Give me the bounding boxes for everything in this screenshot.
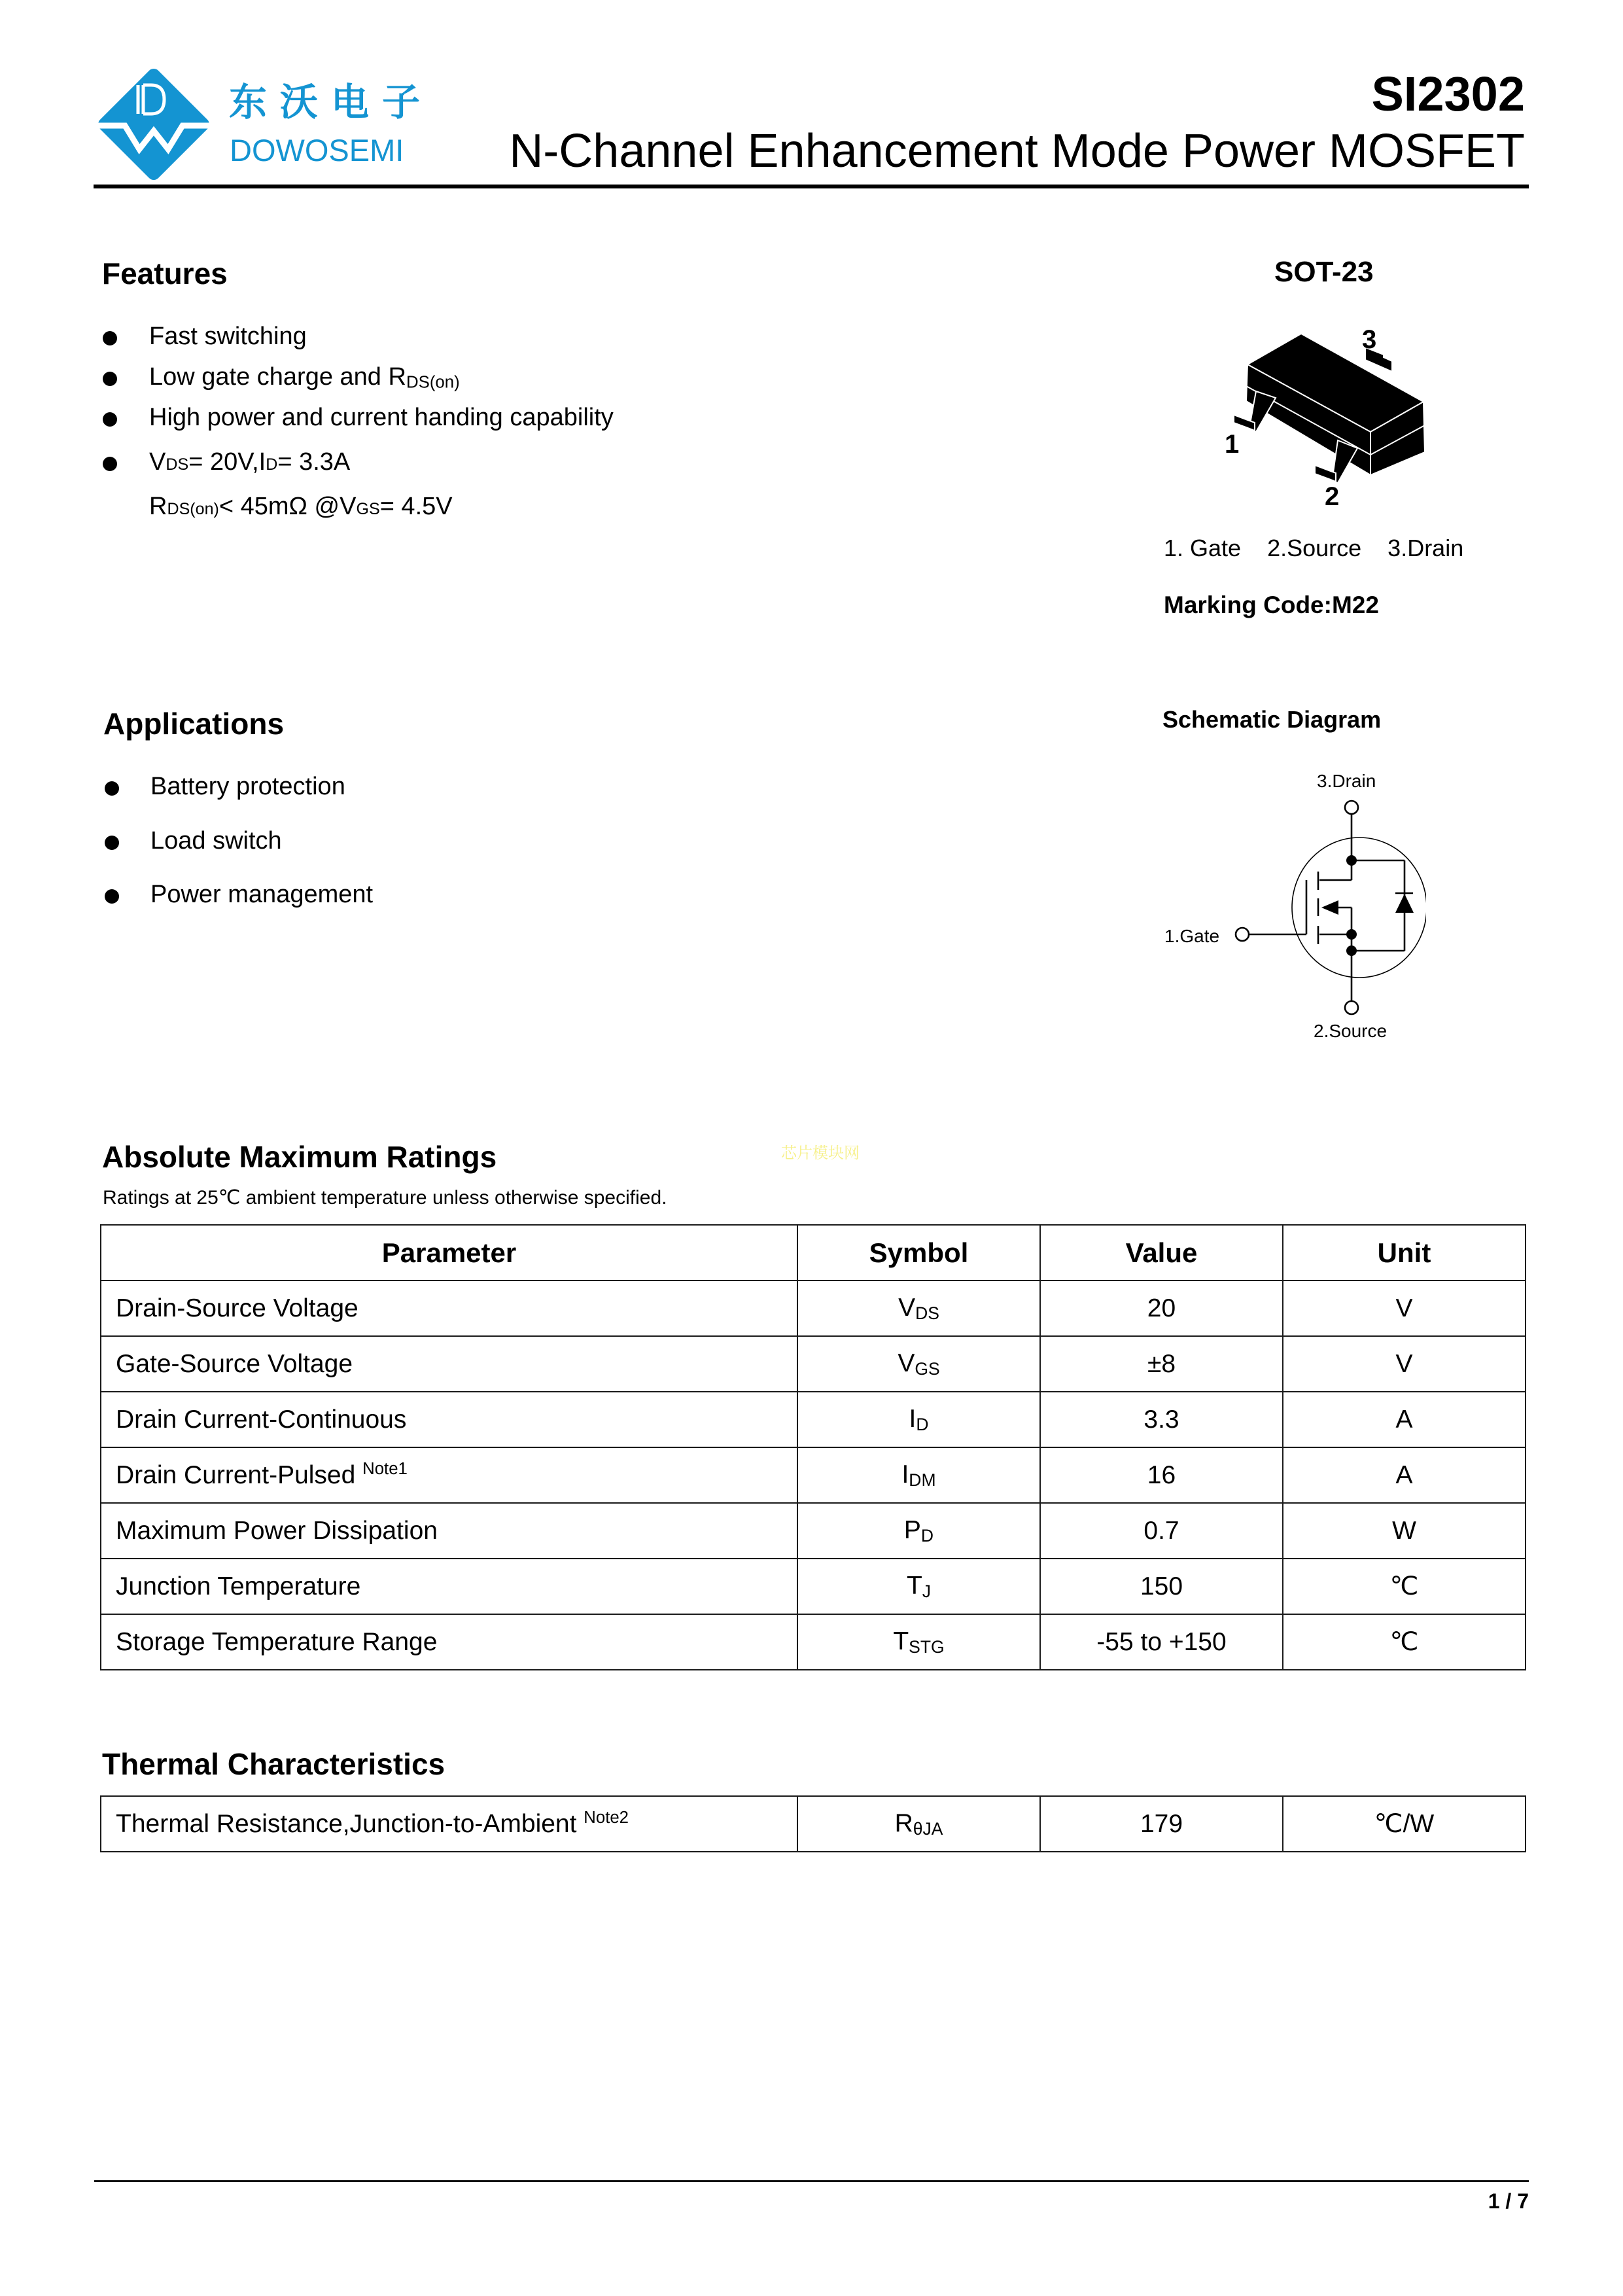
pin-number-1: 1 xyxy=(1225,430,1240,459)
value-cell: 179 xyxy=(1040,1796,1283,1852)
symbol-cell: RθJA xyxy=(797,1796,1040,1852)
gate-label: 1.Gate xyxy=(1164,926,1220,946)
bullet-icon xyxy=(105,889,119,904)
parameter-cell: Drain-Source Voltage xyxy=(101,1280,797,1336)
value-cell: ±8 xyxy=(1040,1336,1283,1392)
value-cell: 3.3 xyxy=(1040,1392,1283,1447)
table-row xyxy=(101,1559,1526,1614)
marking-code: Marking Code:M22 xyxy=(1164,592,1379,618)
unit-cell: V xyxy=(1283,1336,1526,1392)
bullet-icon xyxy=(103,457,117,471)
brand-name-chinese: 东沃电子 xyxy=(229,80,434,124)
bullet-icon xyxy=(103,331,117,345)
parameter-cell: Gate-Source Voltage xyxy=(101,1336,797,1392)
package-title: SOT-23 xyxy=(1274,256,1374,288)
pin-number-3: 3 xyxy=(1362,325,1377,354)
value-cell: 20 xyxy=(1040,1280,1283,1336)
unit-cell: ℃ xyxy=(1283,1614,1526,1670)
application-item: Power management xyxy=(150,881,374,908)
symbol-cell: TSTG xyxy=(797,1614,1040,1670)
parameter-cell: Thermal Resistance,Junction-to-Ambient $^{Note2}$ xyxy=(101,1796,797,1852)
column-header-parameter: Parameter xyxy=(101,1225,797,1280)
column-header-unit: Unit xyxy=(1283,1225,1526,1280)
parameter-cell: Junction Temperature xyxy=(101,1559,797,1614)
value-cell: 150 xyxy=(1040,1559,1283,1614)
unit-cell: A xyxy=(1283,1392,1526,1447)
unit-cell: ℃/W xyxy=(1283,1796,1526,1852)
applications-heading: Applications xyxy=(103,707,285,741)
bullet-icon xyxy=(103,412,117,427)
symbol-cell: VDS xyxy=(797,1280,1040,1336)
bullet-icon xyxy=(103,372,117,386)
column-header-symbol: Symbol xyxy=(797,1225,1040,1280)
application-item: Load switch xyxy=(150,827,282,855)
sot23-package-icon xyxy=(1217,321,1439,517)
pin-legend-drain: 3.Drain xyxy=(1387,535,1464,561)
absolute-max-heading: Absolute Maximum Ratings xyxy=(102,1140,497,1174)
table-row xyxy=(101,1336,1526,1392)
watermark: 芯片模块网 xyxy=(781,1144,860,1162)
symbol-cell: TJ xyxy=(797,1559,1040,1614)
pin-legend xyxy=(1164,535,1463,562)
document-title: N-Channel Enhancement Mode Power MOSFET xyxy=(509,125,1525,177)
feature-item: VDS= 20V,ID= 3.3A xyxy=(149,448,351,476)
note-reference: Note2 xyxy=(584,1809,629,1828)
ratings-note: Ratings at 25℃ ambient temperature unless otherwise specified. xyxy=(103,1187,667,1209)
thermal-characteristics-table xyxy=(100,1795,1526,1852)
dowosemi-logo-icon xyxy=(95,65,213,183)
pin-legend-gate: 1. Gate xyxy=(1164,535,1242,561)
mosfet-schematic-diagram xyxy=(1151,759,1426,1047)
parameter-cell: Drain Current-Continuous xyxy=(101,1392,797,1447)
table-header-row xyxy=(101,1225,1526,1280)
parameter-cell: Drain Current-Pulsed $^{Note1}$ xyxy=(101,1447,797,1503)
table-row xyxy=(101,1503,1526,1559)
value-cell: -55 to +150 xyxy=(1040,1614,1283,1670)
symbol-cell: ID xyxy=(797,1392,1040,1447)
value-cell: 16 xyxy=(1040,1447,1283,1503)
feature-item: Low gate charge and RDS(on) xyxy=(149,363,460,392)
parameter-cell: Storage Temperature Range xyxy=(101,1614,797,1670)
table-row xyxy=(101,1392,1526,1447)
features-heading: Features xyxy=(102,256,228,291)
table-row xyxy=(101,1447,1526,1503)
symbol-cell: VGS xyxy=(797,1336,1040,1392)
feature-item: Fast switching xyxy=(149,323,307,350)
application-item: Battery protection xyxy=(150,773,345,800)
symbol-cell: IDM xyxy=(797,1447,1040,1503)
drain-label: 3.Drain xyxy=(1317,771,1376,791)
unit-cell: ℃ xyxy=(1283,1559,1526,1614)
brand-name: DOWOSEMI xyxy=(230,133,404,168)
bullet-icon xyxy=(105,836,119,850)
table-row xyxy=(101,1280,1526,1336)
feature-item: High power and current handing capability xyxy=(149,404,614,431)
bullet-icon xyxy=(105,781,119,796)
footer-divider xyxy=(94,2180,1529,2182)
thermal-heading: Thermal Characteristics xyxy=(102,1747,445,1781)
unit-cell: W xyxy=(1283,1503,1526,1559)
part-number: SI2302 xyxy=(1371,67,1525,121)
column-header-value: Value xyxy=(1040,1225,1283,1280)
page-number: 1 / 7 xyxy=(1488,2189,1529,2213)
pin-legend-source: 2.Source xyxy=(1267,535,1362,561)
table-row xyxy=(101,1796,1526,1852)
schematic-heading: Schematic Diagram xyxy=(1162,706,1382,733)
unit-cell: V xyxy=(1283,1280,1526,1336)
absolute-max-ratings-table xyxy=(100,1224,1526,1670)
header-divider xyxy=(94,185,1529,188)
parameter-cell: Maximum Power Dissipation xyxy=(101,1503,797,1559)
source-label: 2.Source xyxy=(1314,1021,1387,1041)
feature-item-continuation: RDS(on)< 45mΩ @VGS= 4.5V xyxy=(149,493,453,520)
value-cell: 0.7 xyxy=(1040,1503,1283,1559)
table-row xyxy=(101,1614,1526,1670)
note-reference: Note1 xyxy=(362,1460,408,1479)
pin-number-2: 2 xyxy=(1325,482,1340,511)
symbol-cell: PD xyxy=(797,1503,1040,1559)
unit-cell: A xyxy=(1283,1447,1526,1503)
